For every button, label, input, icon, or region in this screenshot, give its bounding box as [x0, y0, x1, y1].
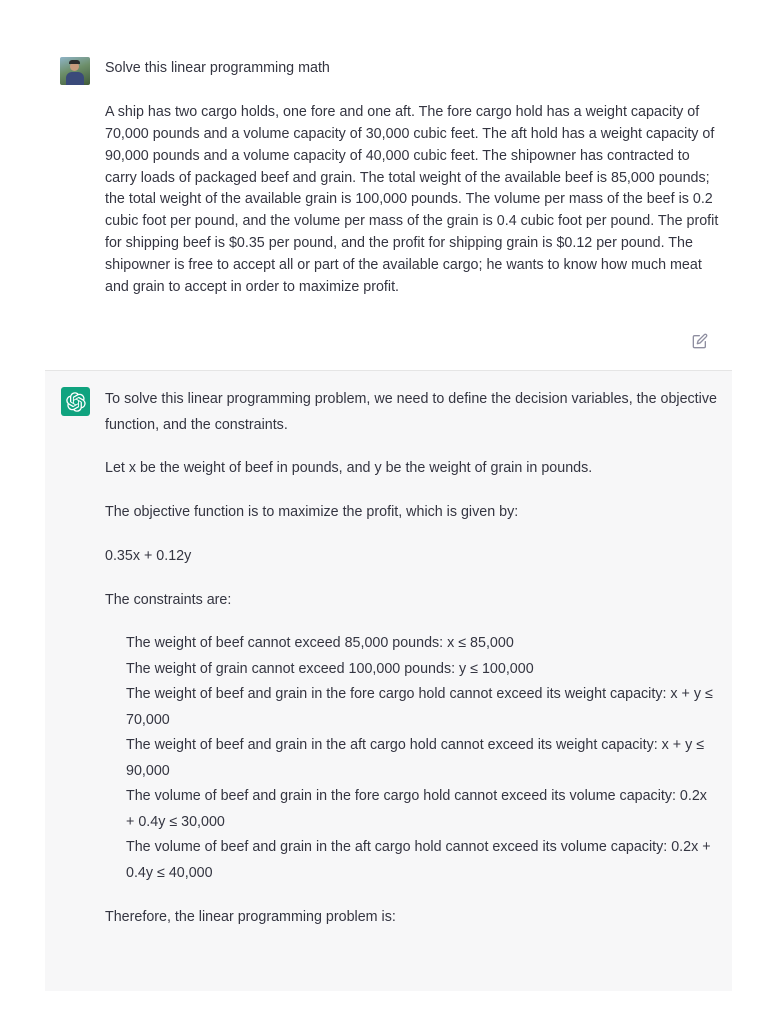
user-avatar: [60, 57, 90, 85]
constraint-item: The weight of beef cannot exceed 85,000 pounds: x ≤ 85,000: [126, 635, 514, 652]
user-message-title: Solve this linear programming math: [105, 60, 330, 76]
constraints-list: [105, 631, 717, 886]
assistant-intro: To solve this linear programming problem, we need to define the decision variables, the objective function, and the constraints.: [105, 391, 717, 433]
assistant-conclusion: Therefore, the linear programming problem is:: [105, 908, 396, 925]
user-message-problem: A ship has two cargo holds, one fore and one aft. The fore cargo hold has a weight capacity of 70,000 pounds and a volume capacity of 30,000 cubic feet. The aft hold has a weight capacity of 90,000 pounds and a volume capacity of 40,000 cubic feet. The shipowner has contracted to carry loads of packaged beef and grain. The total weight of the available beef is 85,000 pounds; the total weight of the available grain is 100,000 pounds. The volume per mass of the beef is 0.2 cubic foot per pound, and the volume per mass of the grain is 0.4 cubic foot per pound. The profit for shipping beef is $0.35 per pound, and the profit for shipping grain is $0.12 per pound. The shipowner is free to accept all or part of the available cargo; he wants to know how much meat and grain to accept in order to maximize profit.: [105, 103, 719, 296]
assistant-constraints-intro: The constraints are:: [105, 591, 232, 608]
assistant-objective: 0.35x + 0.12y: [105, 547, 192, 564]
assistant-message: [45, 370, 732, 991]
constraint-item: The volume of beef and grain in the aft cargo hold cannot exceed its volume capacity: 0.2x + 0.4y ≤ 40,000: [126, 839, 711, 881]
edit-icon[interactable]: [692, 333, 708, 349]
assistant-message-text: [105, 387, 717, 949]
assistant-variables: Let x be the weight of beef in pounds, and y be the weight of grain in pounds.: [105, 460, 593, 477]
constraint-item: The weight of beef and grain in the aft cargo hold cannot exceed its weight capacity: x + y ≤ 90,000: [126, 737, 705, 779]
user-message-text: [105, 58, 720, 321]
avatar-cap: [69, 60, 80, 64]
assistant-objective-intro: The objective function is to maximize the profit, which is given by:: [105, 504, 519, 521]
openai-logo-icon: [61, 387, 90, 416]
user-message: [0, 0, 768, 370]
constraint-item: The weight of beef and grain in the fore cargo hold cannot exceed its weight capacity: x + y ≤ 70,000: [126, 686, 713, 728]
avatar-body: [66, 72, 84, 85]
constraint-item: The volume of beef and grain in the fore cargo hold cannot exceed its volume capacity: 0.2x + 0.4y ≤ 30,000: [126, 788, 707, 830]
constraint-item: The weight of grain cannot exceed 100,000 pounds: y ≤ 100,000: [126, 660, 534, 677]
